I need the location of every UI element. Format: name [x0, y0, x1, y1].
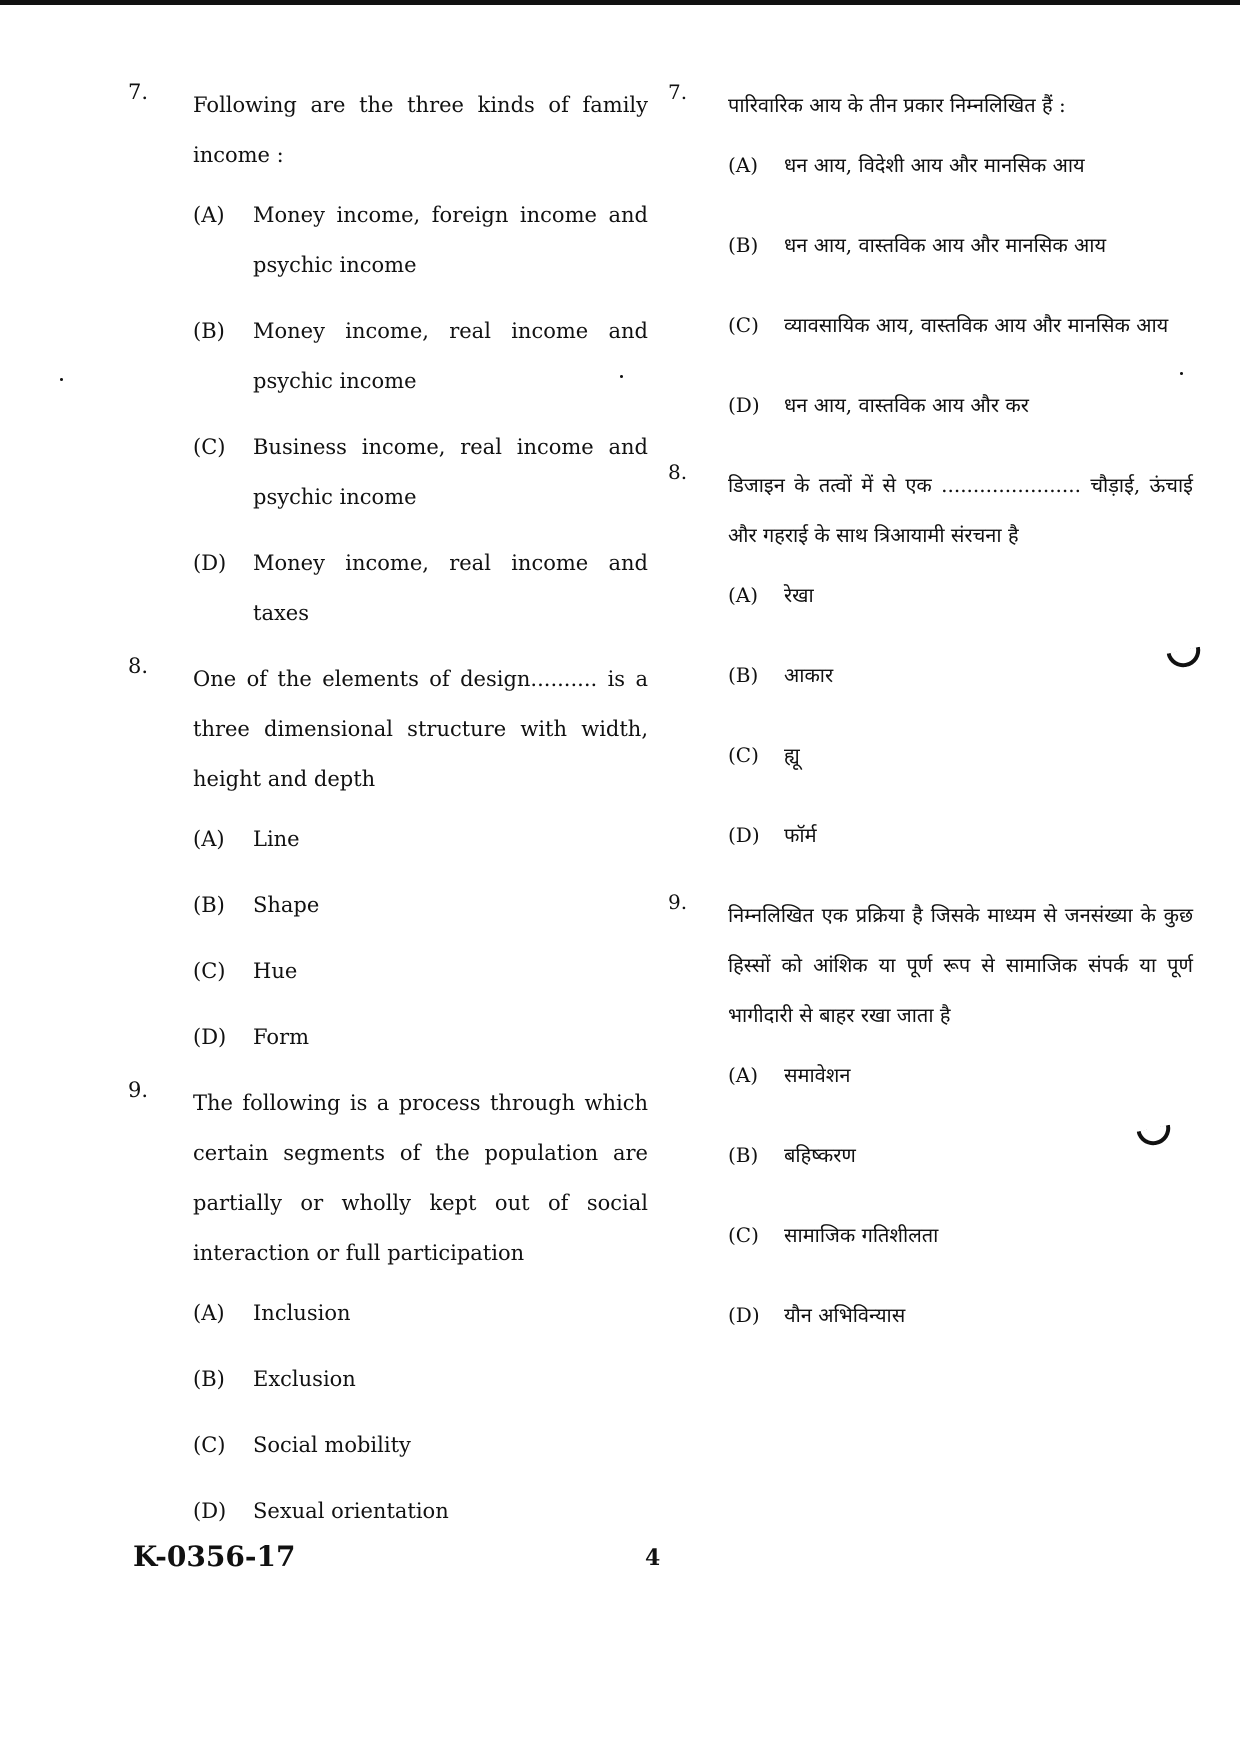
option-c	[728, 730, 1193, 780]
option-text: Form	[253, 1025, 310, 1049]
option-c	[728, 1210, 1193, 1260]
option-text: बहिष्करण	[784, 1143, 856, 1167]
top-border-rule	[0, 0, 1240, 5]
question-7-hi	[668, 80, 1193, 430]
option-a	[193, 190, 648, 290]
option-text: आकार	[784, 663, 834, 687]
option-b	[728, 1130, 1193, 1180]
question-8-en	[128, 654, 648, 1062]
option-text: रेखा	[784, 583, 814, 607]
option-a	[193, 814, 648, 864]
option-text: Money income, real income and taxes	[253, 551, 648, 625]
option-label: (B)	[193, 319, 225, 343]
option-c	[728, 300, 1193, 350]
option-b	[193, 880, 648, 930]
option-a	[728, 1050, 1193, 1100]
option-text: Money income, foreign income and psychic income	[253, 203, 648, 277]
option-text: सामाजिक गतिशीलता	[784, 1223, 939, 1247]
option-label: (B)	[193, 893, 225, 917]
option-text: धन आय, विदेशी आय और मानसिक आय	[784, 153, 1085, 177]
question-number: 7.	[128, 80, 149, 104]
options-list	[193, 190, 648, 638]
option-a	[728, 570, 1193, 620]
option-text: Social mobility	[253, 1433, 411, 1457]
question-9-hi	[668, 890, 1193, 1340]
option-text: ह्यू	[784, 743, 800, 767]
option-label: (D)	[728, 823, 760, 847]
scan-speck	[1180, 372, 1183, 375]
question-number: 7.	[668, 80, 688, 104]
english-column	[128, 80, 648, 1552]
option-text: फॉर्म	[784, 823, 817, 847]
option-b	[193, 306, 648, 406]
question-text: The following is a process through which certain segments of the population are partially or wholly kept out of social interaction or full participation	[193, 1091, 648, 1265]
option-label: (B)	[728, 1143, 759, 1167]
option-b	[728, 220, 1193, 270]
option-text: Inclusion	[253, 1301, 351, 1325]
scan-speck	[60, 378, 63, 381]
hindi-column	[668, 80, 1193, 1370]
option-d	[728, 1290, 1193, 1340]
question-9-en	[128, 1078, 648, 1536]
option-label: (D)	[193, 1025, 227, 1049]
question-text: पारिवारिक आय के तीन प्रकार निम्नलिखित हैं :	[728, 93, 1066, 117]
option-label: (C)	[728, 313, 759, 337]
option-label: (B)	[193, 1367, 225, 1391]
option-text: Money income, real income and psychic income	[253, 319, 648, 393]
question-7-en	[128, 80, 648, 638]
paper-code: K-0356-17	[133, 1540, 296, 1573]
option-text: Sexual orientation	[253, 1499, 449, 1523]
option-c	[193, 1420, 648, 1470]
option-b	[728, 650, 1193, 700]
option-text: धन आय, वास्तविक आय और कर	[784, 393, 1029, 417]
option-label: (D)	[193, 551, 227, 575]
option-d	[193, 1486, 648, 1536]
question-8-hi	[668, 460, 1193, 860]
option-label: (D)	[193, 1499, 227, 1523]
page-number: 4	[645, 1545, 661, 1571]
option-a	[728, 140, 1193, 190]
question-number: 8.	[128, 654, 149, 678]
option-label: (B)	[728, 663, 759, 687]
options-list	[193, 814, 648, 1062]
option-label: (C)	[193, 1433, 226, 1457]
option-c	[193, 946, 648, 996]
option-text: Line	[253, 827, 300, 851]
option-label: (C)	[728, 743, 759, 767]
option-label: (D)	[728, 393, 760, 417]
scan-speck	[620, 375, 623, 378]
option-label: (A)	[728, 1063, 759, 1087]
options-list	[728, 140, 1193, 430]
option-label: (C)	[193, 435, 226, 459]
option-b	[193, 1354, 648, 1404]
option-d	[193, 538, 648, 638]
option-label: (B)	[728, 233, 759, 257]
option-label: (A)	[193, 1301, 225, 1325]
option-text: धन आय, वास्तविक आय और मानसिक आय	[784, 233, 1107, 257]
option-label: (A)	[728, 583, 759, 607]
option-label: (C)	[193, 959, 226, 983]
option-label: (A)	[728, 153, 759, 177]
question-text: डिजाइन के तत्वों में से एक ...................... चौड़ाई, ऊंचाई और गहराई के साथ त्रिआयामी संरचना है	[728, 473, 1193, 547]
option-text: Shape	[253, 893, 320, 917]
option-d	[728, 380, 1193, 430]
question-number: 9.	[668, 890, 688, 914]
option-label: (C)	[728, 1223, 759, 1247]
option-text: समावेशन	[784, 1063, 851, 1087]
option-label: (A)	[193, 203, 225, 227]
question-number: 8.	[668, 460, 688, 484]
option-label: (A)	[193, 827, 225, 851]
question-number: 9.	[128, 1078, 149, 1102]
options-list	[728, 570, 1193, 860]
option-c	[193, 422, 648, 522]
question-text: Following are the three kinds of family income :	[193, 93, 648, 167]
option-text: Hue	[253, 959, 298, 983]
option-text: Exclusion	[253, 1367, 356, 1391]
question-text: निम्नलिखित एक प्रक्रिया है जिसके माध्यम से जनसंख्या के कुछ हिस्सों को आंशिक या पूर्ण रूप से सामाजिक संपर्क या पूर्ण भागीदारी से बाहर रखा जाता है	[728, 903, 1193, 1027]
option-a	[193, 1288, 648, 1338]
option-text: यौन अभिविन्यास	[784, 1303, 906, 1327]
option-text: व्यावसायिक आय, वास्तविक आय और मानसिक आय	[784, 313, 1169, 337]
options-list	[193, 1288, 648, 1536]
option-label: (D)	[728, 1303, 760, 1327]
option-d	[193, 1012, 648, 1062]
option-d	[728, 810, 1193, 860]
option-text: Business income, real income and psychic income	[253, 435, 648, 509]
question-text: One of the elements of design.......... is a three dimensional structure with width, height and depth	[193, 667, 648, 791]
options-list	[728, 1050, 1193, 1340]
